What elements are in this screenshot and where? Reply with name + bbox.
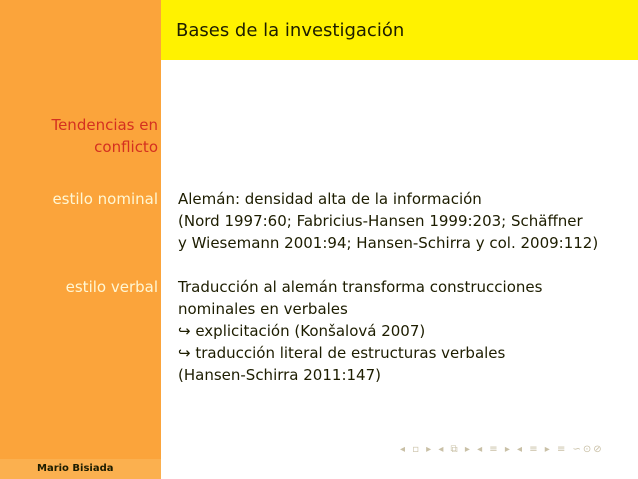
- content-line: Alemán: densidad alta de la información: [178, 190, 482, 208]
- frame-title: Bases de la investigación: [176, 20, 405, 41]
- content-line: (Nord 1997:60; Fabricius-Hansen 1999:203; Schäffner: [178, 212, 583, 230]
- nominal-style-block: [178, 188, 598, 254]
- content-line: ↪ traducción literal de estructuras verbales: [178, 344, 506, 362]
- content-line: (Hansen-Schirra 2011:147): [178, 366, 381, 384]
- sidebar-section-line-1: Tendencias en: [51, 116, 158, 134]
- beamer-navigation-icons[interactable]: ◂ ▫ ▸ ◂ ⧉ ▸ ◂ ≡ ▸ ◂ ≡ ▸ ≡ ∽⊙⊘: [400, 444, 604, 455]
- sidebar: [0, 0, 161, 479]
- content-line: Traducción al alemán transforma construcciones: [178, 278, 543, 296]
- content-line: nominales en verbales: [178, 300, 348, 318]
- footer-author: Mario Bisiada: [37, 463, 114, 474]
- content-line: ↪ explicitación (Konšalová 2007): [178, 322, 426, 340]
- sidebar-item-estilo-verbal[interactable]: estilo verbal: [65, 278, 158, 296]
- content-line: y Wiesemann 2001:94; Hansen-Schirra y col. 2009:112): [178, 234, 599, 252]
- sidebar-section-line-2: conflicto: [94, 138, 158, 156]
- verbal-style-block: [178, 276, 542, 386]
- sidebar-section-title[interactable]: [51, 114, 158, 158]
- sidebar-item-estilo-nominal[interactable]: estilo nominal: [52, 190, 158, 208]
